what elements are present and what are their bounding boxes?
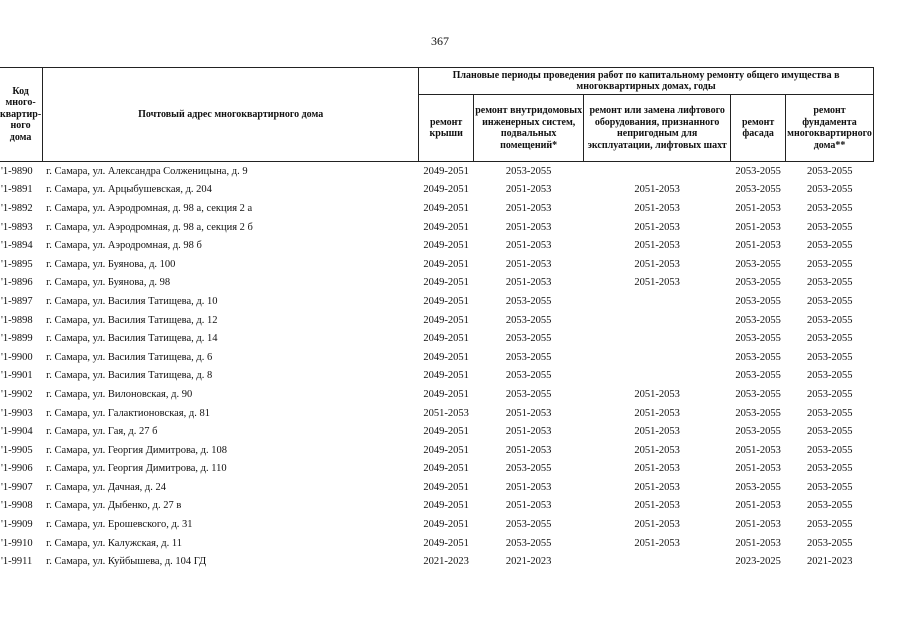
cell-elevator: 2051-2053 bbox=[584, 181, 731, 200]
cell-elevator bbox=[584, 348, 731, 367]
cell-address: г. Самара, ул. Василия Татищева, д. 10 bbox=[43, 292, 419, 311]
cell-elevator: 2051-2053 bbox=[584, 199, 731, 218]
cell-foundation: 2053-2055 bbox=[786, 422, 874, 441]
cell-address: г. Самара, ул. Ерошевского, д. 31 bbox=[43, 515, 419, 534]
cell-foundation: 2053-2055 bbox=[786, 218, 874, 237]
cell-code: '1-9900 bbox=[0, 348, 43, 367]
table-row bbox=[0, 385, 873, 404]
cell-code: '1-9910 bbox=[0, 534, 43, 553]
cell-facade: 2053-2055 bbox=[731, 329, 786, 348]
cell-elevator bbox=[584, 162, 731, 181]
cell-code: '1-9906 bbox=[0, 460, 43, 479]
cell-utilities: 2051-2053 bbox=[474, 236, 584, 255]
cell-roof: 2049-2051 bbox=[419, 367, 474, 386]
table-row bbox=[0, 255, 873, 274]
cell-elevator: 2051-2053 bbox=[584, 236, 731, 255]
cell-roof: 2049-2051 bbox=[419, 292, 474, 311]
table-row bbox=[0, 329, 873, 348]
cell-foundation: 2053-2055 bbox=[786, 385, 874, 404]
cell-facade: 2053-2055 bbox=[731, 181, 786, 200]
cell-utilities: 2053-2055 bbox=[474, 460, 584, 479]
cell-utilities: 2051-2053 bbox=[474, 199, 584, 218]
cell-code: '1-9908 bbox=[0, 497, 43, 516]
cell-roof: 2049-2051 bbox=[419, 460, 474, 479]
cell-facade: 2053-2055 bbox=[731, 274, 786, 293]
cell-address: г. Самара, ул. Василия Татищева, д. 12 bbox=[43, 311, 419, 330]
cell-address: г. Самара, ул. Георгия Димитрова, д. 110 bbox=[43, 460, 419, 479]
cell-foundation: 2053-2055 bbox=[786, 181, 874, 200]
cell-code: '1-9892 bbox=[0, 199, 43, 218]
cell-foundation: 2053-2055 bbox=[786, 515, 874, 534]
table-row bbox=[0, 162, 873, 181]
cell-utilities: 2051-2053 bbox=[474, 181, 584, 200]
cell-utilities: 2051-2053 bbox=[474, 255, 584, 274]
cell-utilities: 2053-2055 bbox=[474, 162, 584, 181]
header-facade: ремонт фасада bbox=[731, 95, 786, 162]
table-header bbox=[0, 68, 873, 162]
cell-code: '1-9898 bbox=[0, 311, 43, 330]
cell-facade: 2053-2055 bbox=[731, 404, 786, 423]
cell-address: г. Самара, ул. Василия Татищева, д. 8 bbox=[43, 367, 419, 386]
cell-roof: 2049-2051 bbox=[419, 274, 474, 293]
header-code: Код много-квартир-ного дома bbox=[0, 68, 43, 162]
cell-address: г. Самара, ул. Буянова, д. 100 bbox=[43, 255, 419, 274]
cell-elevator: 2051-2053 bbox=[584, 274, 731, 293]
cell-foundation: 2053-2055 bbox=[786, 478, 874, 497]
cell-address: г. Самара, ул. Дачная, д. 24 bbox=[43, 478, 419, 497]
cell-elevator: 2051-2053 bbox=[584, 218, 731, 237]
cell-foundation: 2053-2055 bbox=[786, 534, 874, 553]
header-utilities: ремонт внутридомовых инженерных систем, подвальных помещений* bbox=[474, 95, 584, 162]
header-periods-group: Плановые периоды проведения работ по капитальному ремонту общего имущества в многоквартирных домах, годы bbox=[419, 68, 874, 95]
cell-roof: 2049-2051 bbox=[419, 236, 474, 255]
cell-facade: 2053-2055 bbox=[731, 478, 786, 497]
cell-address: г. Самара, ул. Куйбышева, д. 104 ГД bbox=[43, 552, 419, 571]
table-body bbox=[0, 162, 873, 572]
table-row bbox=[0, 441, 873, 460]
cell-facade: 2051-2053 bbox=[731, 515, 786, 534]
cell-address: г. Самара, ул. Аэродромная, д. 98 б bbox=[43, 236, 419, 255]
cell-elevator: 2051-2053 bbox=[584, 385, 731, 404]
cell-foundation: 2053-2055 bbox=[786, 162, 874, 181]
table-row bbox=[0, 348, 873, 367]
table-row bbox=[0, 460, 873, 479]
table-row bbox=[0, 199, 873, 218]
header-address: Почтовый адрес многоквартирного дома bbox=[43, 68, 419, 162]
table-row bbox=[0, 552, 873, 571]
cell-address: г. Самара, ул. Василия Татищева, д. 6 bbox=[43, 348, 419, 367]
cell-utilities: 2021-2023 bbox=[474, 552, 584, 571]
cell-facade: 2051-2053 bbox=[731, 534, 786, 553]
cell-roof: 2049-2051 bbox=[419, 162, 474, 181]
cell-facade: 2051-2053 bbox=[731, 236, 786, 255]
cell-foundation: 2053-2055 bbox=[786, 236, 874, 255]
cell-foundation: 2021-2023 bbox=[786, 552, 874, 571]
cell-facade: 2053-2055 bbox=[731, 162, 786, 181]
cell-facade: 2053-2055 bbox=[731, 385, 786, 404]
cell-roof: 2049-2051 bbox=[419, 329, 474, 348]
cell-facade: 2053-2055 bbox=[731, 311, 786, 330]
table-row bbox=[0, 478, 873, 497]
cell-utilities: 2053-2055 bbox=[474, 311, 584, 330]
cell-code: '1-9896 bbox=[0, 274, 43, 293]
cell-code: '1-9902 bbox=[0, 385, 43, 404]
cell-utilities: 2051-2053 bbox=[474, 274, 584, 293]
cell-roof: 2049-2051 bbox=[419, 441, 474, 460]
header-roof: ремонт крыши bbox=[419, 95, 474, 162]
cell-address: г. Самара, ул. Дыбенко, д. 27 в bbox=[43, 497, 419, 516]
cell-facade: 2053-2055 bbox=[731, 348, 786, 367]
repair-schedule-table bbox=[0, 67, 874, 571]
cell-code: '1-9904 bbox=[0, 422, 43, 441]
cell-utilities: 2051-2053 bbox=[474, 497, 584, 516]
cell-facade: 2053-2055 bbox=[731, 367, 786, 386]
cell-address: г. Самара, ул. Аэродромная, д. 98 а, секция 2 а bbox=[43, 199, 419, 218]
cell-roof: 2049-2051 bbox=[419, 255, 474, 274]
cell-foundation: 2053-2055 bbox=[786, 274, 874, 293]
cell-elevator bbox=[584, 311, 731, 330]
cell-foundation: 2053-2055 bbox=[786, 460, 874, 479]
cell-code: '1-9899 bbox=[0, 329, 43, 348]
cell-roof: 2051-2053 bbox=[419, 404, 474, 423]
cell-utilities: 2051-2053 bbox=[474, 218, 584, 237]
cell-roof: 2049-2051 bbox=[419, 515, 474, 534]
table-row bbox=[0, 218, 873, 237]
cell-address: г. Самара, ул. Александра Солженицына, д. 9 bbox=[43, 162, 419, 181]
cell-elevator bbox=[584, 329, 731, 348]
cell-address: г. Самара, ул. Буянова, д. 98 bbox=[43, 274, 419, 293]
table-row bbox=[0, 534, 873, 553]
cell-elevator: 2051-2053 bbox=[584, 422, 731, 441]
cell-elevator: 2051-2053 bbox=[584, 441, 731, 460]
cell-roof: 2049-2051 bbox=[419, 199, 474, 218]
cell-utilities: 2051-2053 bbox=[474, 422, 584, 441]
cell-address: г. Самара, ул. Георгия Димитрова, д. 108 bbox=[43, 441, 419, 460]
table-row bbox=[0, 367, 873, 386]
cell-code: '1-9895 bbox=[0, 255, 43, 274]
cell-address: г. Самара, ул. Калужская, д. 11 bbox=[43, 534, 419, 553]
cell-facade: 2051-2053 bbox=[731, 497, 786, 516]
table-row bbox=[0, 422, 873, 441]
cell-foundation: 2053-2055 bbox=[786, 329, 874, 348]
cell-foundation: 2053-2055 bbox=[786, 292, 874, 311]
cell-elevator: 2051-2053 bbox=[584, 478, 731, 497]
cell-code: '1-9907 bbox=[0, 478, 43, 497]
table-row bbox=[0, 515, 873, 534]
cell-facade: 2051-2053 bbox=[731, 218, 786, 237]
cell-roof: 2049-2051 bbox=[419, 348, 474, 367]
cell-facade: 2023-2025 bbox=[731, 552, 786, 571]
cell-roof: 2049-2051 bbox=[419, 478, 474, 497]
cell-address: г. Самара, ул. Гая, д. 27 б bbox=[43, 422, 419, 441]
table-row bbox=[0, 404, 873, 423]
cell-roof: 2049-2051 bbox=[419, 218, 474, 237]
header-foundation: ремонт фундамента многоквартирного дома** bbox=[786, 95, 874, 162]
cell-foundation: 2053-2055 bbox=[786, 348, 874, 367]
cell-utilities: 2053-2055 bbox=[474, 367, 584, 386]
cell-foundation: 2053-2055 bbox=[786, 311, 874, 330]
cell-code: '1-9911 bbox=[0, 552, 43, 571]
cell-facade: 2051-2053 bbox=[731, 460, 786, 479]
cell-code: '1-9893 bbox=[0, 218, 43, 237]
cell-code: '1-9901 bbox=[0, 367, 43, 386]
cell-address: г. Самара, ул. Василия Татищева, д. 14 bbox=[43, 329, 419, 348]
cell-utilities: 2051-2053 bbox=[474, 478, 584, 497]
cell-roof: 2049-2051 bbox=[419, 311, 474, 330]
cell-foundation: 2053-2055 bbox=[786, 497, 874, 516]
table-row bbox=[0, 497, 873, 516]
cell-code: '1-9905 bbox=[0, 441, 43, 460]
cell-utilities: 2051-2053 bbox=[474, 404, 584, 423]
cell-foundation: 2053-2055 bbox=[786, 404, 874, 423]
cell-code: '1-9903 bbox=[0, 404, 43, 423]
table-row bbox=[0, 311, 873, 330]
cell-code: '1-9894 bbox=[0, 236, 43, 255]
cell-utilities: 2053-2055 bbox=[474, 515, 584, 534]
cell-facade: 2053-2055 bbox=[731, 292, 786, 311]
cell-foundation: 2053-2055 bbox=[786, 367, 874, 386]
cell-facade: 2053-2055 bbox=[731, 422, 786, 441]
cell-elevator: 2051-2053 bbox=[584, 497, 731, 516]
cell-code: '1-9890 bbox=[0, 162, 43, 181]
cell-roof: 2021-2023 bbox=[419, 552, 474, 571]
cell-facade: 2053-2055 bbox=[731, 255, 786, 274]
cell-address: г. Самара, ул. Аэродромная, д. 98 а, секция 2 б bbox=[43, 218, 419, 237]
cell-utilities: 2051-2053 bbox=[474, 441, 584, 460]
cell-elevator: 2051-2053 bbox=[584, 255, 731, 274]
table-row bbox=[0, 236, 873, 255]
cell-facade: 2051-2053 bbox=[731, 441, 786, 460]
cell-code: '1-9909 bbox=[0, 515, 43, 534]
cell-utilities: 2053-2055 bbox=[474, 534, 584, 553]
cell-elevator: 2051-2053 bbox=[584, 460, 731, 479]
cell-roof: 2049-2051 bbox=[419, 534, 474, 553]
cell-code: '1-9897 bbox=[0, 292, 43, 311]
cell-elevator: 2051-2053 bbox=[584, 404, 731, 423]
cell-utilities: 2053-2055 bbox=[474, 348, 584, 367]
page-number: 367 bbox=[431, 34, 449, 48]
cell-facade: 2051-2053 bbox=[731, 199, 786, 218]
cell-code: '1-9891 bbox=[0, 181, 43, 200]
cell-foundation: 2053-2055 bbox=[786, 255, 874, 274]
table-row bbox=[0, 292, 873, 311]
cell-elevator bbox=[584, 552, 731, 571]
cell-elevator: 2051-2053 bbox=[584, 534, 731, 553]
cell-address: г. Самара, ул. Арцыбушевская, д. 204 bbox=[43, 181, 419, 200]
cell-foundation: 2053-2055 bbox=[786, 199, 874, 218]
cell-roof: 2049-2051 bbox=[419, 497, 474, 516]
cell-elevator: 2051-2053 bbox=[584, 515, 731, 534]
cell-roof: 2049-2051 bbox=[419, 422, 474, 441]
cell-address: г. Самара, ул. Вилоновская, д. 90 bbox=[43, 385, 419, 404]
table-row bbox=[0, 181, 873, 200]
header-elevator: ремонт или замена лифтового оборудования, признанного непригодным для эксплуатации, лифтовых шахт bbox=[584, 95, 731, 162]
cell-utilities: 2053-2055 bbox=[474, 329, 584, 348]
cell-foundation: 2053-2055 bbox=[786, 441, 874, 460]
cell-elevator bbox=[584, 367, 731, 386]
cell-address: г. Самара, ул. Галактионовская, д. 81 bbox=[43, 404, 419, 423]
table-row bbox=[0, 274, 873, 293]
cell-elevator bbox=[584, 292, 731, 311]
cell-roof: 2049-2051 bbox=[419, 385, 474, 404]
cell-roof: 2049-2051 bbox=[419, 181, 474, 200]
cell-utilities: 2053-2055 bbox=[474, 292, 584, 311]
cell-utilities: 2053-2055 bbox=[474, 385, 584, 404]
